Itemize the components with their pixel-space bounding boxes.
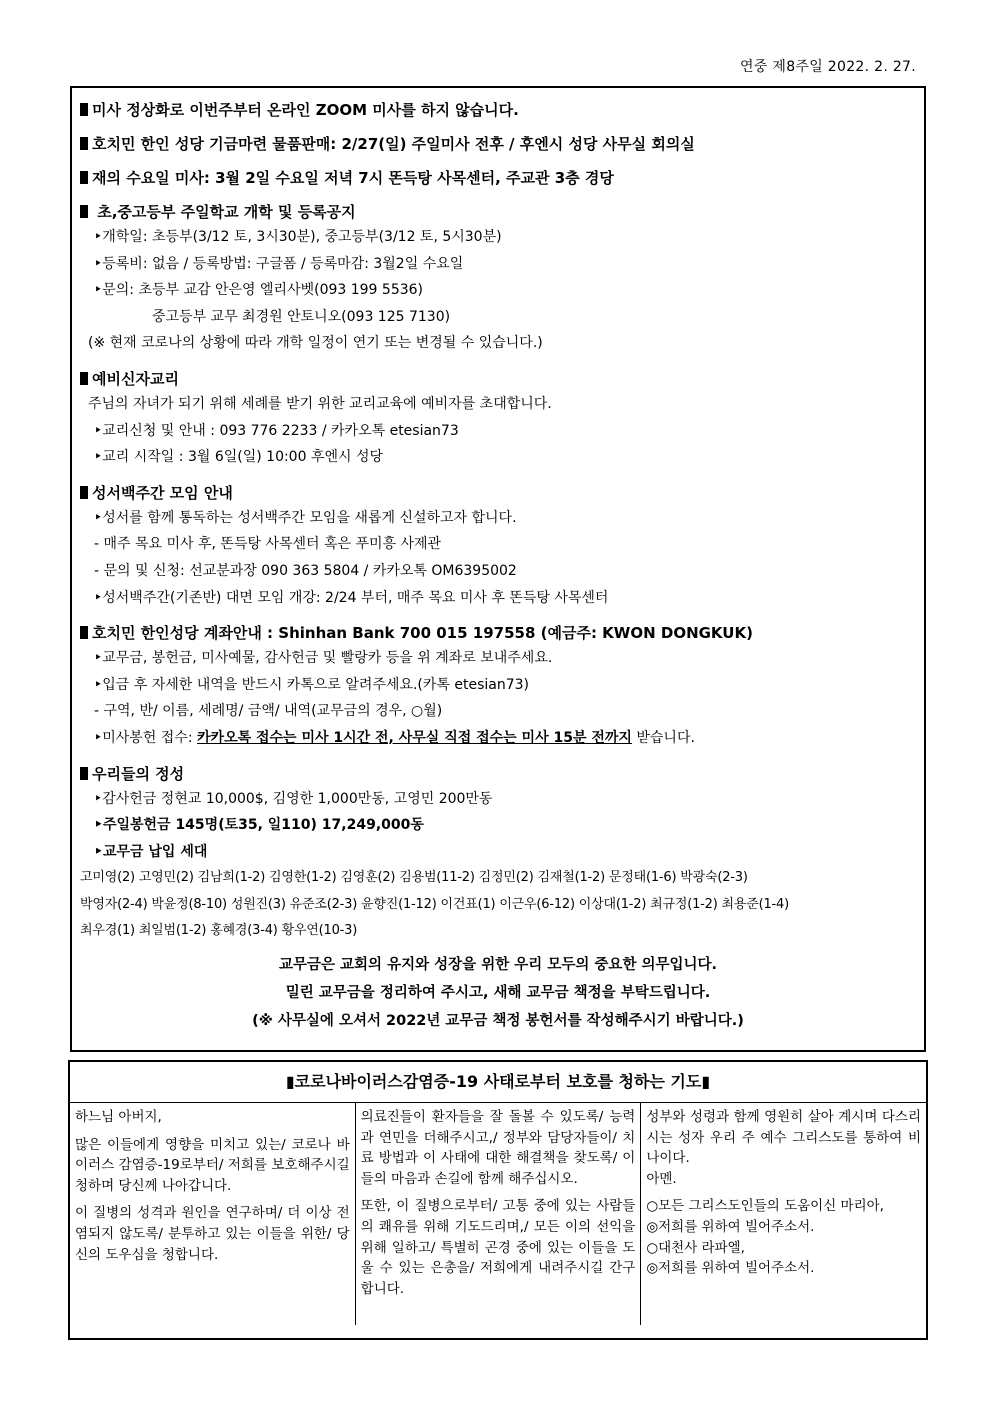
sunday-school-line: ‣개학일: 초등부(3/12 토, 3시30분), 중고등부(3/12 토, 5시30분) — [94, 229, 502, 245]
thanks-offering-line: ‣감사헌금 정현교 10,000$, 김영한 1,000만동, 고영민 200만동 — [94, 790, 493, 807]
prayer-columns — [70, 1103, 926, 1325]
notice-ash-wednesday-text: 재의 수요일 미사: 3월 2일 수요일 저녁 7시 똔득탕 사목센터, 주교관 3층 경당 — [92, 169, 614, 187]
notices-box — [70, 86, 926, 1052]
mass-offering-prefix: ‣미사봉헌 접수: — [94, 729, 198, 746]
notice-zoom-text: 미사 정상화로 이번주부터 온라인 ZOOM 미사를 하지 않습니다. — [92, 101, 519, 119]
sunday-school-line: 중고등부 교무 최경원 안토니오(093 125 7130) — [152, 308, 451, 325]
prayer-paragraph: 이 질병의 성격과 원인을 연구하며/ 더 이상 전염되지 않도록/ 분투하고 있는 이들을 위한/ 당신의 도우심을 청합니다. — [75, 1205, 350, 1263]
section-title-text: 우리들의 정성 — [92, 764, 185, 783]
section-catechumen-title — [80, 367, 916, 391]
square-bullet-icon: ▮ — [285, 1072, 295, 1091]
bible-line: - 매주 목요 미사 후, 똔득탕 사목센터 혹은 푸미흥 사제관 — [94, 536, 442, 553]
notice-fundraising — [80, 132, 916, 156]
catechumen-intro: 주님의 자녀가 되기 위해 세례를 받기 위한 교리교육에 예비자를 초대합니다. — [88, 395, 552, 412]
catechumen-line: ‣교리신청 및 안내 : 093 776 2233 / 카카오톡 etesian73 — [94, 422, 459, 439]
prayer-title — [70, 1070, 926, 1103]
square-bullet-icon — [80, 372, 88, 385]
bible-line: - 문의 및 신청: 선교분과장 090 363 5804 / 카카오톡 OM6395002 — [94, 562, 517, 579]
account-line: ‣교무금, 봉헌금, 미사예물, 감사헌금 및 빨랑카 등을 위 계좌로 보내주세요. — [94, 650, 553, 667]
prayer-box — [68, 1060, 928, 1340]
section-account-title — [80, 621, 916, 645]
dues-names-line: 박영자(2-4) 박윤정(8-10) 성원진(3) 유준조(2-3) 윤향진(1-12) 이건표(1) 이근우(6-12) 이상대(1-2) 최규정(1-2) 최용준(1-4) — [80, 896, 789, 912]
section-offerings-title — [80, 762, 916, 786]
sunday-school-line: ‣문의: 초등부 교감 안은영 엘리사벳(093 199 5536) — [94, 282, 424, 299]
mass-offering-suffix: 받습니다. — [631, 729, 695, 746]
square-bullet-icon: ▮ — [701, 1072, 711, 1091]
section-bible-title — [80, 481, 916, 505]
square-bullet-icon — [80, 137, 88, 150]
prayer-amen: 아멘. — [646, 1170, 677, 1187]
square-bullet-icon — [80, 171, 88, 184]
prayer-title-text: 코로나바이러스감염증-19 사태로부터 보호를 청하는 기도 — [294, 1072, 702, 1091]
prayer-column-3 — [640, 1103, 926, 1325]
dues-households-title: ‣교무금 납입 세대 — [94, 843, 208, 860]
invocation-line: ○대천사 라파엘, — [646, 1239, 745, 1256]
dues-closing-line: 교무금은 교회의 유지와 성장을 위한 우리 모두의 중요한 의무입니다. — [278, 957, 718, 974]
notice-ash-wednesday — [80, 166, 916, 190]
invocation-line: ○모든 그리스도인들의 도움이신 마리아, — [646, 1198, 884, 1215]
mass-offering-deadline: 카카오톡 접수는 미사 1시간 전, 사무실 직접 접수는 미사 15분 전까지 — [197, 729, 632, 746]
prayer-paragraph: 또한, 이 질병으로부터/ 고통 중에 있는 사람들의 쾌유를 위해 기도드리며,/ 모든 이의 선익을 위해 일하고/ 특별히 곤경 중에 있는 이들을 도울 수 있는 은총을/ 저희에게 내려주시길 간구합니다. — [360, 1198, 636, 1297]
prayer-paragraph: 많은 이들에게 영향을 미치고 있는/ 코로나 바이러스 감염증-19로부터/ 저희를 보호해주시길 청하며 당신께 나아갑니다. — [75, 1136, 350, 1194]
square-bullet-icon — [80, 767, 88, 780]
catechumen-line: ‣교리 시작일 : 3월 6일(일) 10:00 후엔시 성당 — [94, 449, 384, 466]
bible-line: ‣성서백주간(기존반) 대면 모임 개강: 2/24 부터, 매주 목요 미사 후 똔득탕 사목센터 — [94, 589, 609, 606]
prayer-paragraph: 성부와 성령과 함께 영원히 살아 계시며 다스리시는 성자 우리 주 예수 그리스도를 통하여 비나이다. — [646, 1109, 922, 1167]
dues-names-line: 최우경(1) 최일범(1-2) 홍혜경(3-4) 황우연(10-3) — [80, 923, 358, 939]
section-sunday-school-title — [80, 200, 916, 224]
section-title-text: 성서백주간 모임 안내 — [92, 483, 233, 502]
section-title-text: 호치민 한인성당 계좌안내 : Shinhan Bank 700 015 197558 (예금주: KWON DONGKUK) — [92, 624, 753, 643]
square-bullet-icon — [80, 205, 88, 218]
sunday-school-note: (※ 현재 코로나의 상황에 따라 개학 일정이 연기 또는 변경될 수 있습니다.) — [88, 335, 543, 352]
prayer-column-1 — [70, 1103, 355, 1325]
dues-names-line: 고미영(2) 고영민(2) 김남희(1-2) 김영한(1-2) 김영훈(2) 김용범(11-2) 김정민(2) 김재철(1-2) 문정태(1-6) 박광숙(2-3) — [80, 870, 748, 886]
square-bullet-icon — [80, 486, 88, 499]
square-bullet-icon — [80, 103, 88, 116]
account-line: ‣입금 후 자세한 내역을 반드시 카톡으로 알려주세요.(카톡 etesian73) — [94, 676, 529, 693]
square-bullet-icon — [80, 626, 88, 639]
prayer-paragraph: 의료진들이 환자들을 잘 돌볼 수 있도록/ 능력과 연민을 더해주시고,/ 정부와 담당자들이/ 치료 방법과 이 사태에 대한 해결책을 찾도록/ 이들의 마음과 손길에 함께 해주십시오. — [360, 1109, 636, 1187]
section-title-text: 초,중고등부 주일학교 개학 및 등록공지 — [92, 203, 356, 221]
sunday-school-line: ‣등록비: 없음 / 등록방법: 구글폼 / 등록마감: 3월2일 수요일 — [94, 255, 464, 272]
dues-closing-line: 밀린 교무금을 정리하여 주시고, 새해 교무금 책정을 부탁드립니다. — [285, 985, 711, 1002]
dues-closing-line: (※ 사무실에 오셔서 2022년 교무금 책정 봉헌서를 작성해주시기 바랍니다.) — [252, 1013, 744, 1030]
notice-fundraising-text: 호치민 한인 성당 기금마련 물품판매: 2/27(일) 주일미사 전후 / 후엔시 성당 사무실 회의실 — [92, 135, 695, 153]
bible-line: ‣성서를 함께 통독하는 성서백주간 모임을 새롭게 신설하고자 합니다. — [94, 509, 517, 526]
invocation-line: ◎저희를 위하여 빌어주소서. — [646, 1260, 815, 1277]
prayer-paragraph: 하느님 아버지, — [75, 1109, 162, 1125]
bulletin-date: 연중 제8주일 2022. 2. 27. — [739, 59, 916, 75]
account-line-mass-offering — [80, 725, 916, 752]
sunday-offering-line: ‣주일봉헌금 145명(토35, 일110) 17,249,000동 — [94, 817, 424, 834]
invocation-line: ◎저희를 위하여 빌어주소서. — [646, 1218, 815, 1235]
notice-zoom — [80, 98, 916, 122]
account-line: - 구역, 반/ 이름, 세례명/ 금액/ 내역(교무금의 경우, ○월) — [94, 703, 443, 720]
prayer-column-2 — [355, 1103, 641, 1325]
section-title-text: 예비신자교리 — [92, 369, 179, 388]
